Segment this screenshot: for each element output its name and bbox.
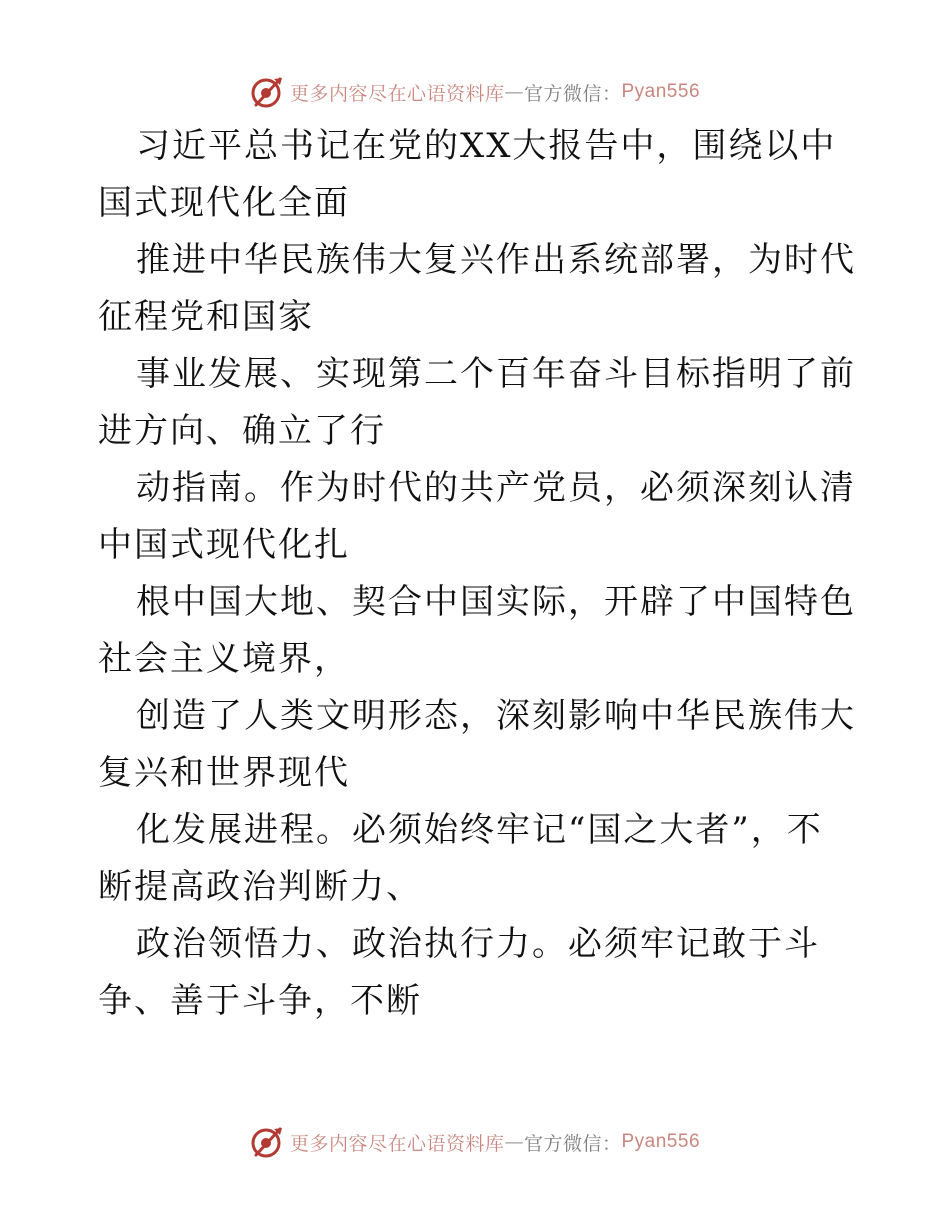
header-banner [0,72,950,112]
banner-site-name: 更多内容尽在心语资料库 [289,82,505,105]
paragraph-6: 创造了人类文明形态，深刻影响中华民族伟大复兴和世界现代 [98,696,856,793]
paragraph-3: 事业发展、实现第二个百年奋斗目标指明了前进方向、确立了行 [98,354,856,451]
paragraph-2: 推进中华民族伟大复兴作出系统部署，为时代征程党和国家 [98,240,856,337]
logo-icon [250,1125,286,1159]
banner-wechat-label: 官方微信： [523,1132,622,1155]
logo-icon [250,75,286,109]
banner-wechat-handle: Pyan556 [621,1131,701,1152]
banner-wechat-label: 官方微信： [523,82,622,105]
paragraph-8: 政治领悟力、政治执行力。必须牢记敢于斗争、善于斗争，不断 [98,924,820,1021]
paragraph-7: 化发展进程。必须始终牢记“国之大者”，不断提高政治判断力、 [98,810,823,907]
banner-dash: — [504,81,524,103]
paragraph-4: 动指南。作为时代的共产党员，必须深刻认清中国式现代化扎 [98,468,856,565]
paragraph-1: 习近平总书记在党的XX大报告中，围绕以中国式现代化全面 [98,126,837,223]
banner-site-name: 更多内容尽在心语资料库 [289,1132,505,1155]
footer-banner [0,1122,950,1162]
banner-dash: — [504,1131,524,1153]
paragraph-5: 根中国大地、契合中国实际，开辟了中国特色社会主义境界， [98,582,856,679]
banner-wechat-handle: Pyan556 [621,81,701,102]
document-body [98,118,858,1030]
